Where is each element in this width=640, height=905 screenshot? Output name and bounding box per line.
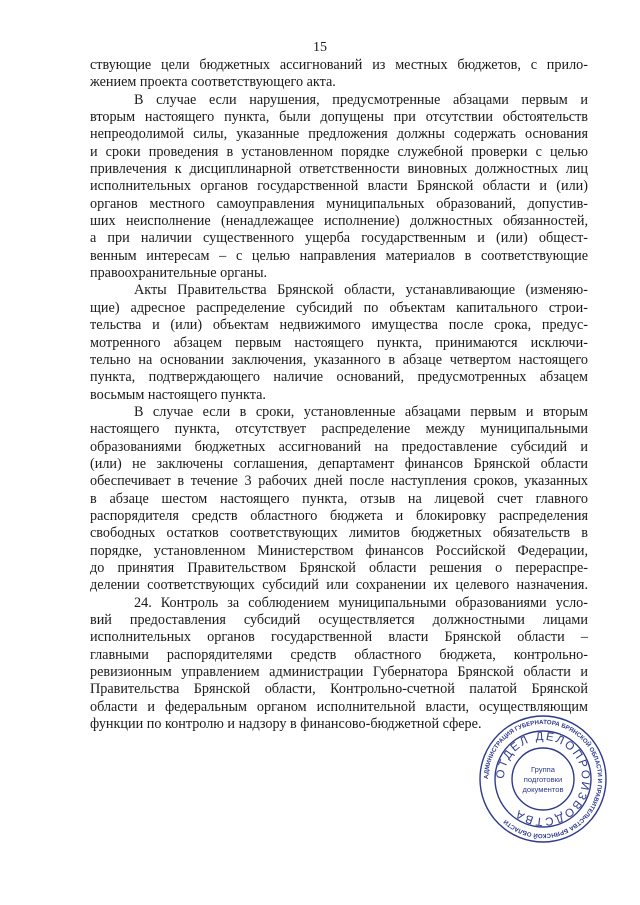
- text-line: 24. Контроль за соблюдением муниципальными образованиями усло-: [134, 594, 588, 611]
- text-line: главными распорядителями средств областного бюджета, контрольно-: [90, 646, 588, 663]
- text-line: настоящего пункта, отсутствует распределение между муниципальными: [90, 421, 588, 438]
- text-line: вий предоставления субсидий осуществляется должностными лицами: [90, 612, 588, 628]
- text-line: тельно на основании заключения, указанного в абзаце четвертом настоящего: [90, 351, 588, 368]
- text-line: распорядителя средств областного бюджета и блокировку распределения: [90, 507, 588, 524]
- text-line: до принятия Правительством Брянской области решения о перераспре-: [90, 559, 588, 576]
- text-line: венным интересам – с целью направления материалов в соответствующие: [90, 247, 588, 264]
- page-number: 15: [313, 40, 327, 55]
- text-line: а при наличии существенного ущерба государственным и (или) общест-: [90, 230, 588, 247]
- text-line: функции по контролю и надзору в финансово-бюджетной сфере.: [90, 716, 482, 733]
- text-line: тельства и (или) объектам недвижимого имущества после срока, предус-: [90, 317, 588, 334]
- stamp-center-line-2: подготовки: [523, 775, 563, 784]
- text-line: органов местного самоуправления муниципальных образований, допустив-: [90, 195, 588, 212]
- text-line: области и федеральным органом исполнительной власти, осуществляющим: [90, 698, 588, 715]
- text-line: правоохранительные органы.: [90, 265, 268, 282]
- text-line: щие) адресное распределение субсидий по объектам капитального строи-: [90, 299, 588, 316]
- stamp-center-line-1: Группа: [530, 765, 556, 774]
- text-line: привлечения к дисциплинарной ответственности виновных должностных лиц: [90, 161, 588, 178]
- text-line: исполнительных органов государственной власти Брянской области –: [90, 629, 588, 646]
- official-stamp: [478, 714, 608, 844]
- text-line: мотренного абзацем первым настоящего пункта, принимаются исключи-: [90, 334, 588, 351]
- text-line: и сроки проведения в установленном порядке служебной проверки с целью: [90, 143, 588, 160]
- text-line: Правительства Брянской области, Контрольно-счетной палатой Брянской: [90, 681, 588, 698]
- text-line: жением проекта соответствующего акта.: [90, 74, 336, 91]
- text-line: В случае если в сроки, установленные абзацами первым и вторым: [134, 403, 588, 420]
- text-line: порядке, установленном Министерством финансов Российской Федерации,: [90, 542, 588, 559]
- text-line: Акты Правительства Брянской области, устанавливающие (изменяю-: [134, 282, 588, 299]
- text-line: в абзаце шестом настоящего пункта, отзыв на лицевой счет главного: [90, 490, 588, 507]
- stamp-center-line-3: документов: [522, 785, 564, 794]
- text-line: ших неисполнение (ненадлежащее исполнение) должностных обязанностей,: [90, 213, 588, 230]
- text-line: образованиями бюджетных ассигнований на предоставление субсидий и: [90, 438, 588, 455]
- text-line: пункта, подтверждающего наличие оснований, предусмотренных абзацем: [90, 369, 588, 386]
- text-line: В случае если нарушения, предусмотренные абзацами первым и: [134, 91, 588, 108]
- text-line: ревизионным управлением администрации Губернатора Брянской области и: [90, 664, 588, 681]
- text-line: свободных остатков соответствующих лимитов бюджетных обязательств в: [90, 525, 588, 542]
- text-line: ствующие цели бюджетных ассигнований из местных бюджетов, с прило-: [90, 57, 588, 73]
- text-line: делении соответствующих субсидий или сохранении их целевого назначения.: [90, 577, 588, 594]
- stamp-outer-text: АДМИНИСТРАЦИЯ ГУБЕРНАТОРА БРЯНСКОЙ ОБЛАСТИ И ПРАВИТЕЛЬСТВА БРЯНСКОЙ ОБЛАСТИ: [482, 718, 604, 840]
- text-line: обеспечивает в течение 3 рабочих дней после наступления сроков, указанных: [90, 473, 588, 490]
- stamp-seal-icon: [478, 714, 608, 844]
- text-line: непреодолимой силы, указанные предложения должны содержать основания: [90, 126, 588, 143]
- text-line: исполнительных органов государственной власти Брянской области и (или): [90, 178, 588, 195]
- stamp-inner-text: ОТДЕЛ ДЕЛОПРОИЗВОДСТВА: [494, 730, 592, 828]
- text-line: восьмым настоящего пункта.: [90, 386, 266, 403]
- text-line: вторым настоящего пункта, были допущены при отсутствии обстоятельств: [90, 109, 588, 126]
- document-body: [90, 57, 588, 733]
- text-line: (или) не заключены соглашения, департамент финансов Брянской области: [90, 455, 588, 472]
